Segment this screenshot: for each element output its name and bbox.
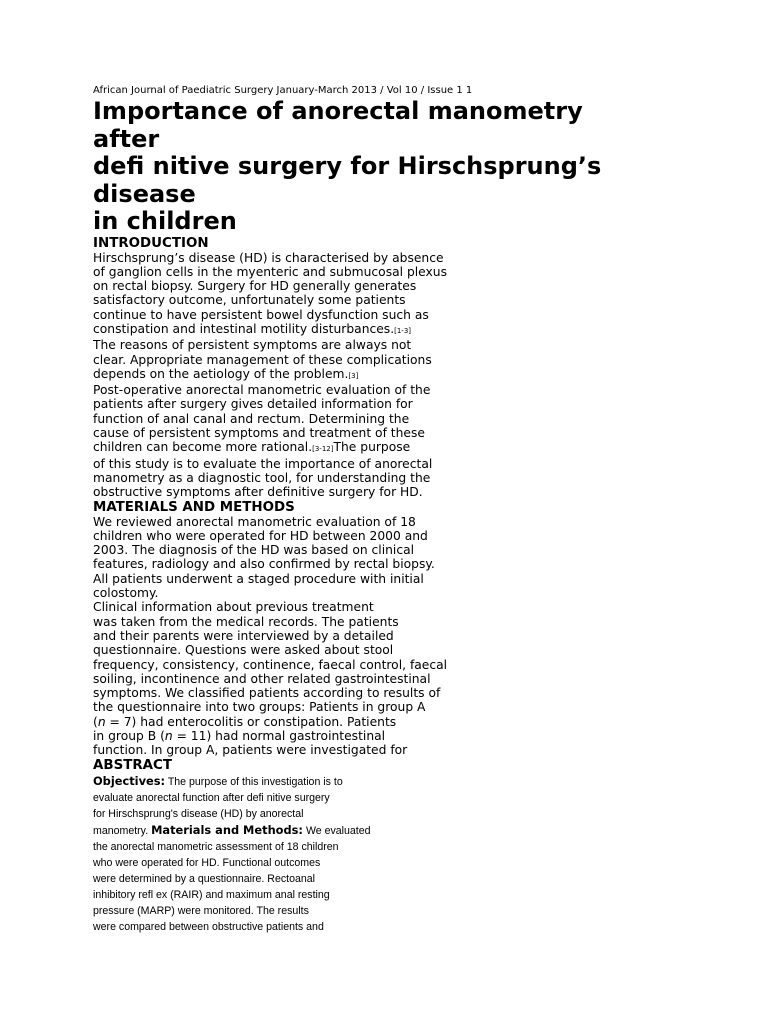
methods-heading: MATERIALS AND METHODS: [93, 499, 295, 515]
title-line: after: [93, 124, 160, 153]
text-line: colostomy.: [93, 586, 159, 601]
text-fragment: The purpose of this investigation is to: [165, 775, 343, 788]
text-line: the questionnaire into two groups: Patients in group A: [93, 700, 426, 715]
text-line: features, radiology and also confirmed by rectal biopsy.: [93, 557, 435, 572]
text-line: manometry as a diagnostic tool, for understanding the: [93, 470, 431, 485]
text-line: [93, 367, 483, 383]
text-line: function. In group A, patients were investigated for: [93, 743, 408, 758]
title-line: defi nitive surgery for Hirschsprung’s: [93, 152, 602, 180]
text-line: [93, 822, 683, 839]
text-line: Hirschsprung’s disease (HD) is characterised by absence: [93, 250, 444, 265]
text-line: patients after surgery gives detailed information for: [93, 397, 413, 412]
text-line: 2003. The diagnosis of the HD was based on clinical: [93, 543, 415, 558]
text-line: obstructive symptoms after definitive surgery for HD.: [93, 485, 423, 500]
text-line: satisfactory outcome, unfortunately some patients: [93, 293, 406, 308]
text-fragment: = 11) had normal gastrointestinal: [172, 729, 386, 743]
text-line: [93, 729, 483, 743]
abstract-body: [93, 773, 683, 935]
text-line: All patients underwent a staged procedure with initial: [93, 571, 424, 586]
text-line: of this study is to evaluate the importance of anorectal: [93, 456, 433, 471]
text-fragment: children can become more rational.: [93, 440, 313, 455]
text-fragment: The purpose: [333, 440, 411, 455]
text-line: were compared between obstructive patients and: [93, 920, 324, 933]
text-line: function of anal canal and rectum. Determining the: [93, 411, 410, 426]
text-line: clear. Appropriate management of these complications: [93, 352, 432, 367]
text-line: inhibitory refl ex (RAIR) and maximum anal resting: [93, 888, 330, 901]
article-title: [93, 98, 673, 236]
text-fragment: = 7) had enterocolitis or constipation. Patients: [105, 714, 397, 729]
text-fragment: manometry.: [93, 824, 152, 837]
text-line: were determined by a questionnaire. Rectoanal: [93, 872, 316, 885]
article-page: [93, 84, 683, 935]
text-line: Clinical information about previous treatment: [93, 600, 374, 615]
title-line: Importance of anorectal manometry: [93, 97, 583, 125]
citation: [3-12]: [312, 445, 334, 454]
text-line: continue to have persistent bowel dysfunction such as: [93, 307, 429, 322]
objectives-label: Objectives:: [93, 773, 166, 788]
citation: [3]: [348, 371, 359, 380]
text-line: [93, 715, 483, 729]
text-fragment: constipation and intestinal motility disturbances.: [93, 321, 395, 336]
text-line: [93, 773, 683, 790]
abstract-heading: ABSTRACT: [93, 757, 172, 773]
citation: [1-3]: [394, 326, 412, 335]
italic-n: n: [164, 729, 173, 743]
text-line: [93, 322, 483, 338]
introduction-heading: INTRODUCTION: [93, 235, 209, 251]
text-fragment: depends on the aetiology of the problem.: [93, 366, 349, 381]
text-line: evaluate anorectal function after defi nitive surgery: [93, 791, 330, 804]
text-line: on rectal biopsy. Surgery for HD generally generates: [93, 279, 417, 294]
text-line: frequency, consistency, continence, faecal control, faecal: [93, 657, 448, 672]
text-line: for Hirschsprung's disease (HD) by anorectal: [93, 807, 304, 820]
text-line: who were operated for HD. Functional outcomes: [93, 856, 321, 869]
text-fragment: (: [93, 714, 98, 729]
text-line: pressure (MARP) were monitored. The results: [93, 904, 309, 917]
text-line: [93, 440, 483, 456]
text-line: The reasons of persistent symptoms are always not: [93, 338, 412, 353]
text-line: the anorectal manometric assessment of 18 children: [93, 840, 339, 853]
title-line: disease: [93, 179, 196, 208]
text-line: cause of persistent symptoms and treatment of these: [93, 426, 425, 441]
text-line: was taken from the medical records. The patients: [93, 614, 399, 629]
introduction-body: [93, 251, 483, 500]
text-line: questionnaire. Questions were asked about stool: [93, 643, 394, 658]
text-fragment: in group B (: [93, 729, 165, 743]
text-line: soiling, incontinence and other related gastrointestinal: [93, 671, 431, 686]
text-line: symptoms. We classified patients according to results of: [93, 686, 441, 701]
methods-body: [93, 515, 483, 758]
italic-n: n: [97, 714, 106, 729]
text-line: children who were operated for HD between 2000 and: [93, 528, 428, 543]
text-line: Post-operative anorectal manometric evaluation of the: [93, 383, 431, 398]
methods-label: Materials and Methods:: [151, 822, 303, 837]
journal-header: African Journal of Paediatric Surgery January-March 2013 / Vol 10 / Issue 1 1: [93, 85, 473, 96]
title-line: in children: [93, 207, 237, 235]
text-line: of ganglion cells in the myenteric and submucosal plexus: [93, 264, 448, 279]
text-fragment: We evaluated: [303, 824, 371, 837]
text-line: We reviewed anorectal manometric evaluation of 18: [93, 514, 416, 529]
text-line: and their parents were interviewed by a detailed: [93, 628, 394, 643]
